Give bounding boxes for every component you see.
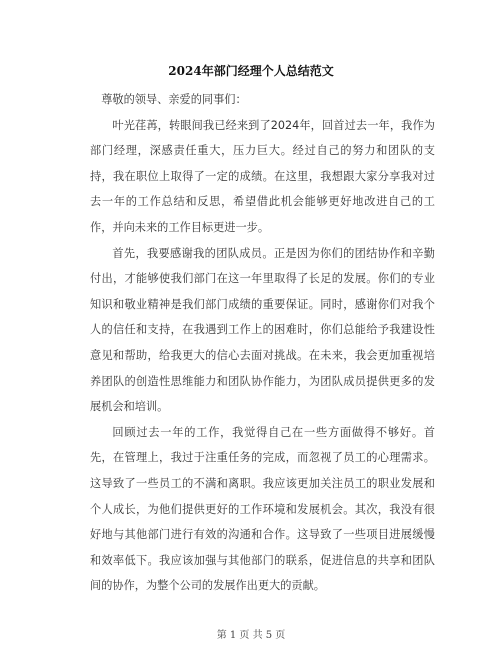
page-footer: 第 1 页 共 5 页 xyxy=(216,630,286,641)
document-body xyxy=(90,87,435,599)
paragraph-3: 回顾过去一年的工作，我觉得自己在一些方面做得不够好。首先，在管理上，我过于注重任务的完成，而忽视了员工的心理需求。这导致了一些员工的不满和离职。我应该更加关注员工的职业发展和个人成长，为他们提供更好的工作环境和发展机会。其次，我没有很好地与其他部门进行有效的沟通和合作。这导致了一些项目进展缓慢和效率低下。我应该加强与其他部门的联系，促进信息的共享和团队间的协作，为整个公司的发展作出更大的贡献。 xyxy=(90,425,435,593)
salutation: 尊敬的领导、亲爱的同事们： xyxy=(101,93,247,106)
document-title: 2024年部门经理个人总结范文 xyxy=(168,64,334,78)
paragraph-2: 首先，我要感谢我的团队成员。正是因为你们的团结协作和辛勤付出，才能够使我们部门在这一年里取得了长足的发展。你们的专业知识和敬业精神是我们部门成绩的重要保证。同时，感谢你们对我个人的信任和支持，在我遇到工作上的困难时，你们总能给予我建设性意见和帮助，给我更大的信心去面对挑战。在未来，我会更加重视培养团队的创造性思维能力和团队协作能力，为团队成员提供更多的发展机会和培训。 xyxy=(90,246,435,414)
paragraph-1: 叶光荏苒，转眼间我已经来到了2024年，回首过去一年，我作为部门经理，深感责任重大，压力巨大。经过自己的努力和团队的支持，我在职位上取得了一定的成绩。在这里，我想跟大家分享我对过去一年的工作总结和反思，希望借此机会能够更好地改进自己的工作，并向未来的工作目标更进一步。 xyxy=(90,118,435,234)
